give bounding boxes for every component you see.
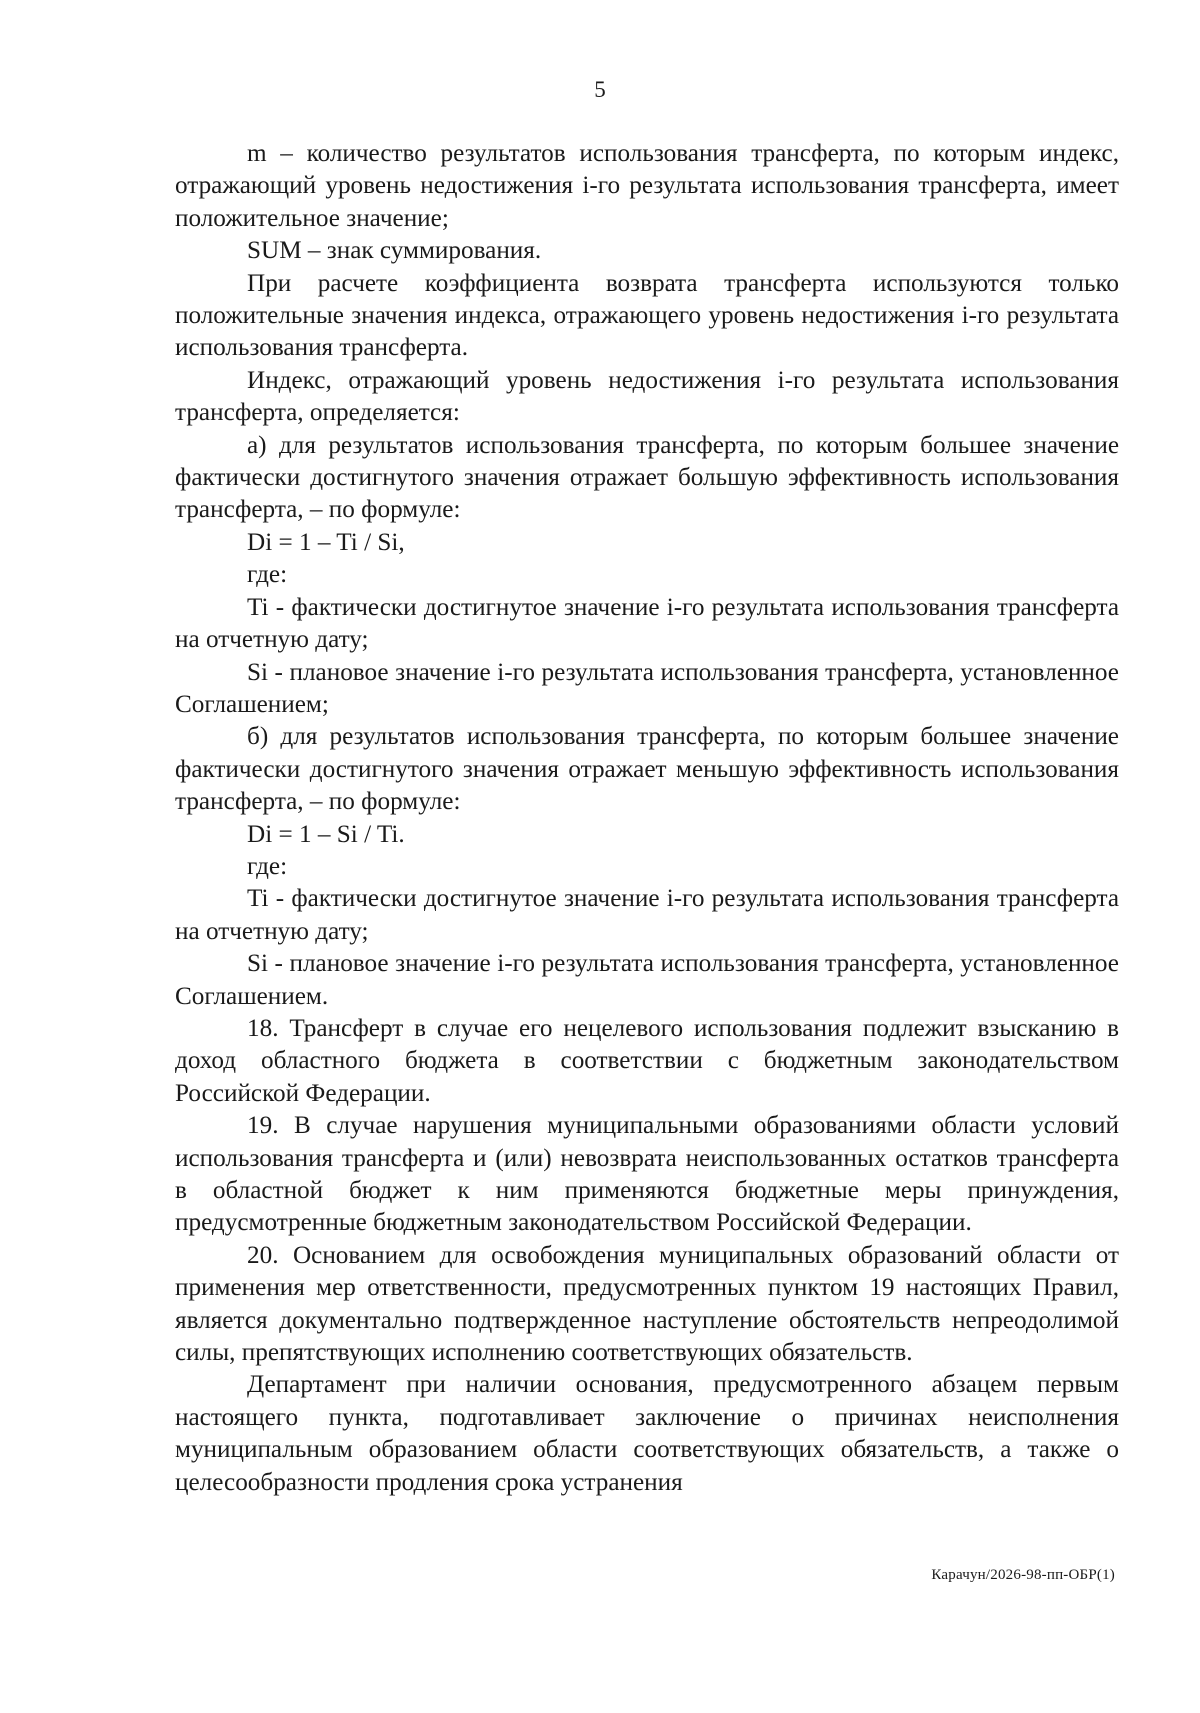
document-body: [175, 138, 1119, 1499]
paragraph-department: Департамент при наличии основания, предусмотренного абзацем первым настоящего пункта, подготавливает заключение о причинах неисполнения муниципальным образованием области соответствующих обязательств, а также о целесообразности продления срока устранения: [175, 1371, 1119, 1496]
definition-ti-b: Ti - фактически достигнутое значение i-го результата использования трансферта на отчетную дату;: [175, 885, 1119, 945]
paragraph-clause-18: 18. Трансферт в случае его нецелевого использования подлежит взысканию в доход областного бюджета в соответствии с бюджетным законодательством Российской Федерации.: [175, 1014, 1119, 1107]
paragraph-clause-20: 20. Основанием для освобождения муниципальных образований области от применения мер ответственности, предусмотренных пунктом 19 настоящих Правил, является документально подтвержденное наступление обстоятельств непреодолимой силы, препятствующих исполнению соответствующих обязательств.: [175, 1241, 1119, 1367]
page-number: 5: [594, 77, 606, 102]
formula-a: Di = 1 – Ti / Si,: [247, 528, 405, 556]
paragraph-case-a: а) для результатов использования трансферта, по которым большее значение фактически достигнутого значения отражает большую эффективность использования трансферта, – по формуле:: [175, 431, 1119, 524]
where-label-a: где:: [247, 561, 288, 589]
paragraph-positive-values: При расчете коэффициента возврата трансферта используются только положительные значения индекса, отражающего уровень недостижения i-го результата использования трансферта.: [175, 269, 1119, 362]
paragraph-clause-19: 19. В случае нарушения муниципальными образованиями области условий использования трансферта и (или) невозврата неиспользованных остатков трансферта в областной бюджет к ним применяются бюджетные меры принуждения, предусмотренные бюджетным законодательством Российской Федерации.: [175, 1112, 1119, 1237]
footer-document-code: Карачун/2026-98-пп-ОБР(1): [931, 1567, 1115, 1583]
definition-ti-a: Ti - фактически достигнутое значение i-го результата использования трансферта на отчетную дату;: [175, 593, 1119, 654]
paragraph-index-intro: Индекс, отражающий уровень недостижения i-го результата использования трансферта, определяется:: [175, 366, 1119, 427]
definition-si-b: Si - плановое значение i-го результата использования трансферта, установленное Соглашением.: [175, 950, 1119, 1010]
definition-si-a: Si - плановое значение i-го результата использования трансферта, установленное Соглашением;: [175, 658, 1119, 718]
paragraph-definition-m: m – количество результатов использования трансферта, по которым индекс, отражающий уровень недостижения i-го результата использования трансферта, имеет положительное значение;: [175, 140, 1119, 232]
paragraph-definition-sum: SUM – знак суммирования.: [247, 237, 542, 265]
formula-b: Di = 1 – Si / Ti.: [247, 820, 405, 848]
where-label-b: где:: [247, 852, 288, 880]
paragraph-case-b: б) для результатов использования трансферта, по которым большее значение фактически достигнутого значения отражает меньшую эффективность использования трансферта, – по формуле:: [175, 723, 1119, 816]
